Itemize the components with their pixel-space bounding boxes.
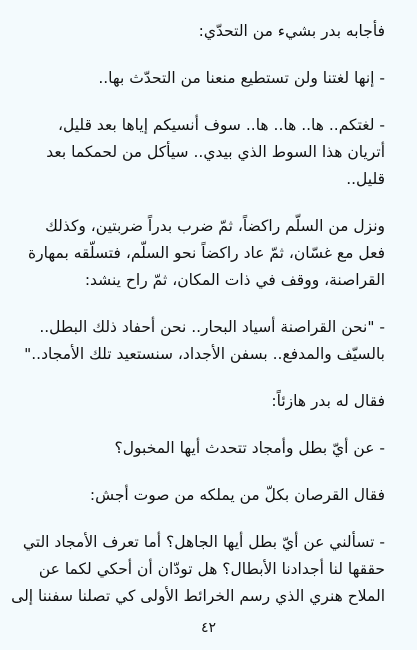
text-line: فعل مع غسّان، ثمّ عاد راكضاً نحو السلّم، فتسلّقه بمهارة	[28, 244, 385, 262]
text-line: - عن أيّ بطل وأمجاد تتحدث أيها المخبول؟	[114, 439, 385, 457]
text-line: فقال القرصان بكلّ من يملكه من صوت أجش:	[89, 486, 385, 504]
text-line: - "نحن القراصنة أسياد البحار.. نحن أحفاد ذلك البطل..	[39, 318, 385, 336]
text-line: فقال له بدر هازئاً:	[271, 392, 385, 410]
text-line: فأجابه بدر بشيء من التحدّي:	[198, 22, 385, 40]
text-line: الملاح هنري الذي رسم الخرائط الأولى كي تصلنا سفننا إلى	[11, 587, 385, 605]
text-line: حققها لنا أجدادنا الأبطال؟ هل تودّان أن أحكي لكما عن	[38, 560, 385, 578]
text-line: القراصنة، ووقف في ذات المكان، ثمّ راح ينشد:	[84, 271, 385, 289]
text-line: أتريان هذا السوط الذي بيدي.. سيأكل من لحمكما بعد	[46, 143, 385, 161]
text-line: - لغتكم.. ها.. ها.. ها.. سوف أنسيكم إياها بعد قليل،	[58, 116, 385, 134]
text-line: بالسيّف والمدفع.. بسفن الأجداد، سنستعيد تلك الأمجاد.."	[24, 345, 385, 363]
text-line: - إنها لغتنا ولن تستطيع منعنا من التحدّث بها..	[98, 69, 385, 87]
page-text	[11, 18, 385, 610]
page-number: ٤٢	[200, 620, 217, 636]
text-line: ونزل من السلّم راكضاً، ثمّ ضرب بدراً ضربتين، وكذلك	[45, 217, 385, 235]
text-line: قليل..	[346, 170, 385, 188]
text-line: - تسألني عن أيّ بطل أيها الجاهل؟ أما تعرف الأمجاد التي	[22, 533, 385, 551]
